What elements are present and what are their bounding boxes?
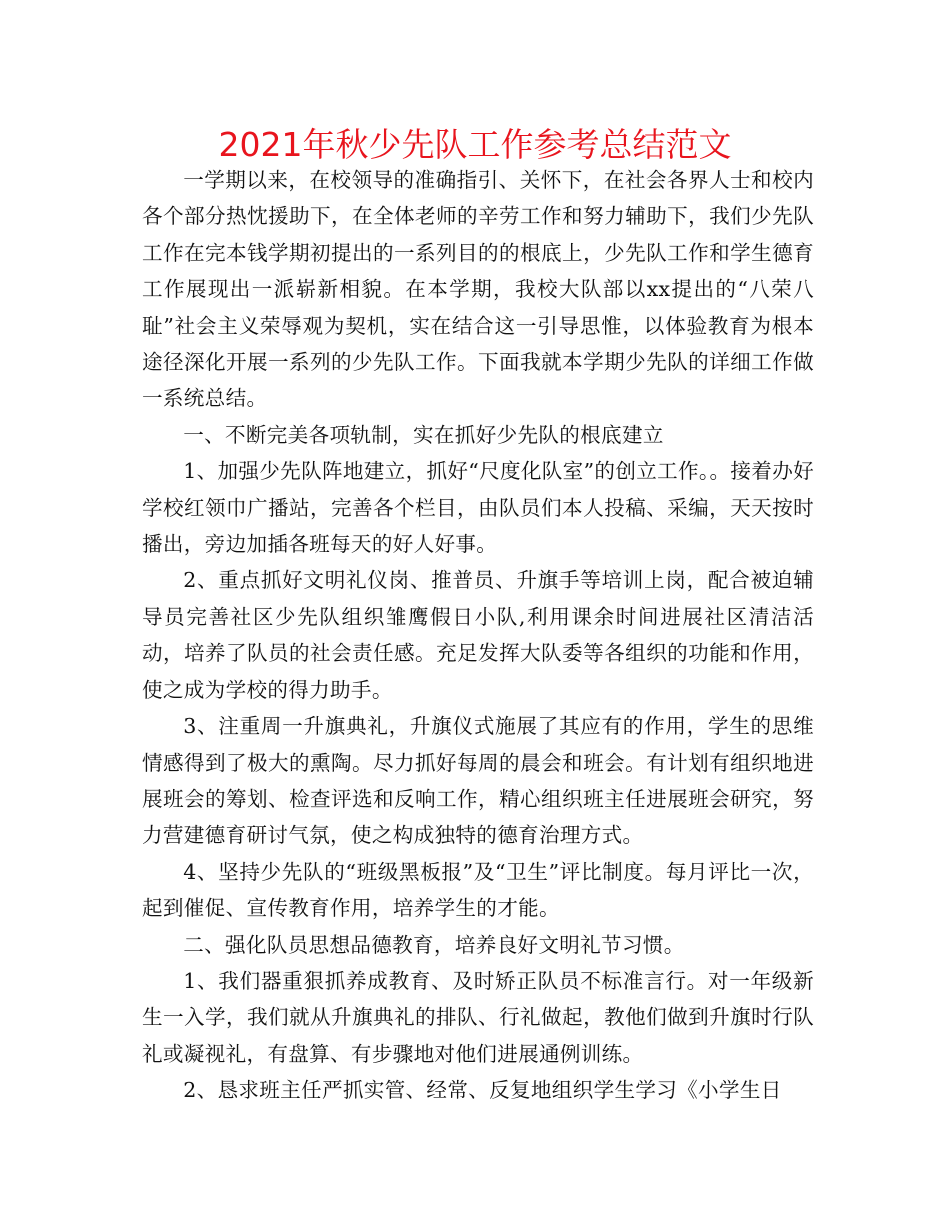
- paragraph-2-1: 1、我们器重狠抓养成教育、及时矫正队员不标准言行。对一年级新生一入学，我们就从升旗典礼的排队、行礼做起，教他们做到升旗时行队礼或凝视礼，有盘算、有步骤地对他们进展通例训练。: [142, 968, 814, 1066]
- paragraph-1-4: 4、坚持少先队的“班级黑板报”及“卫生”评比制度。每月评比一次，起到催促、宣传教育作用，培养学生的才能。: [142, 859, 814, 921]
- paragraph-1-2: 2、重点抓好文明礼仪岗、推普员、升旗手等培训上岗，配合被迫辅导员完善社区少先队组织雏鹰假日小队,利用课余时间进展社区清洁活动，培养了队员的社会责任感。充足发挥大队委等各组织的功能和作用，使之成为学校的得力助手。: [142, 568, 814, 702]
- section-heading-2: 二、强化队员思想品德教育，培养良好文明礼节习惯。: [183, 932, 685, 957]
- document-title: 2021年秋少先队工作参考总结范文: [218, 125, 732, 164]
- paragraph-1-3: 3、注重周一升旗典礼，升旗仪式施展了其应有的作用，学生的思维情感得到了极大的熏陶。尽力抓好每周的晨会和班会。有计划有组织地进展班会的筹划、检查评选和反响工作，精心组织班主任进展班会研究，努力营建德育研讨气氛，使之构成独特的德育治理方式。: [142, 714, 814, 848]
- document-body: [142, 162, 814, 1109]
- section-heading-1: 一、不断完美各项轨制，实在抓好少先队的根底建立: [183, 422, 664, 447]
- paragraph-intro: 一学期以来，在校领导的准确指引、关怀下，在社会各界人士和校内各个部分热忱援助下，在全体老师的辛劳工作和努力辅助下，我们少先队工作在完本钱学期初提出的一系列目的的根底上，少先队工作和学生德育工作展现出一派崭新相貌。在本学期，我校大队部以xx提出的“八荣八耻”社会主义荣辱观为契机，实在结合这一引导思惟，以体验教育为根本途径深化开展一系列的少先队工作。下面我就本学期少先队的详细工作做一系统总结。: [142, 168, 814, 411]
- paragraph-1-1: 1、加强少先队阵地建立，抓好“尺度化队室”的创立工作。。接着办好学校红领巾广播站，完善各个栏目，由队员们本人投稿、采编，天天按时播出，旁边加插各班每天的好人好事。: [142, 459, 814, 557]
- paragraph-2-2: 2、恳求班主任严抓实管、经常、反复地组织学生学习《小学生日: [183, 1078, 782, 1103]
